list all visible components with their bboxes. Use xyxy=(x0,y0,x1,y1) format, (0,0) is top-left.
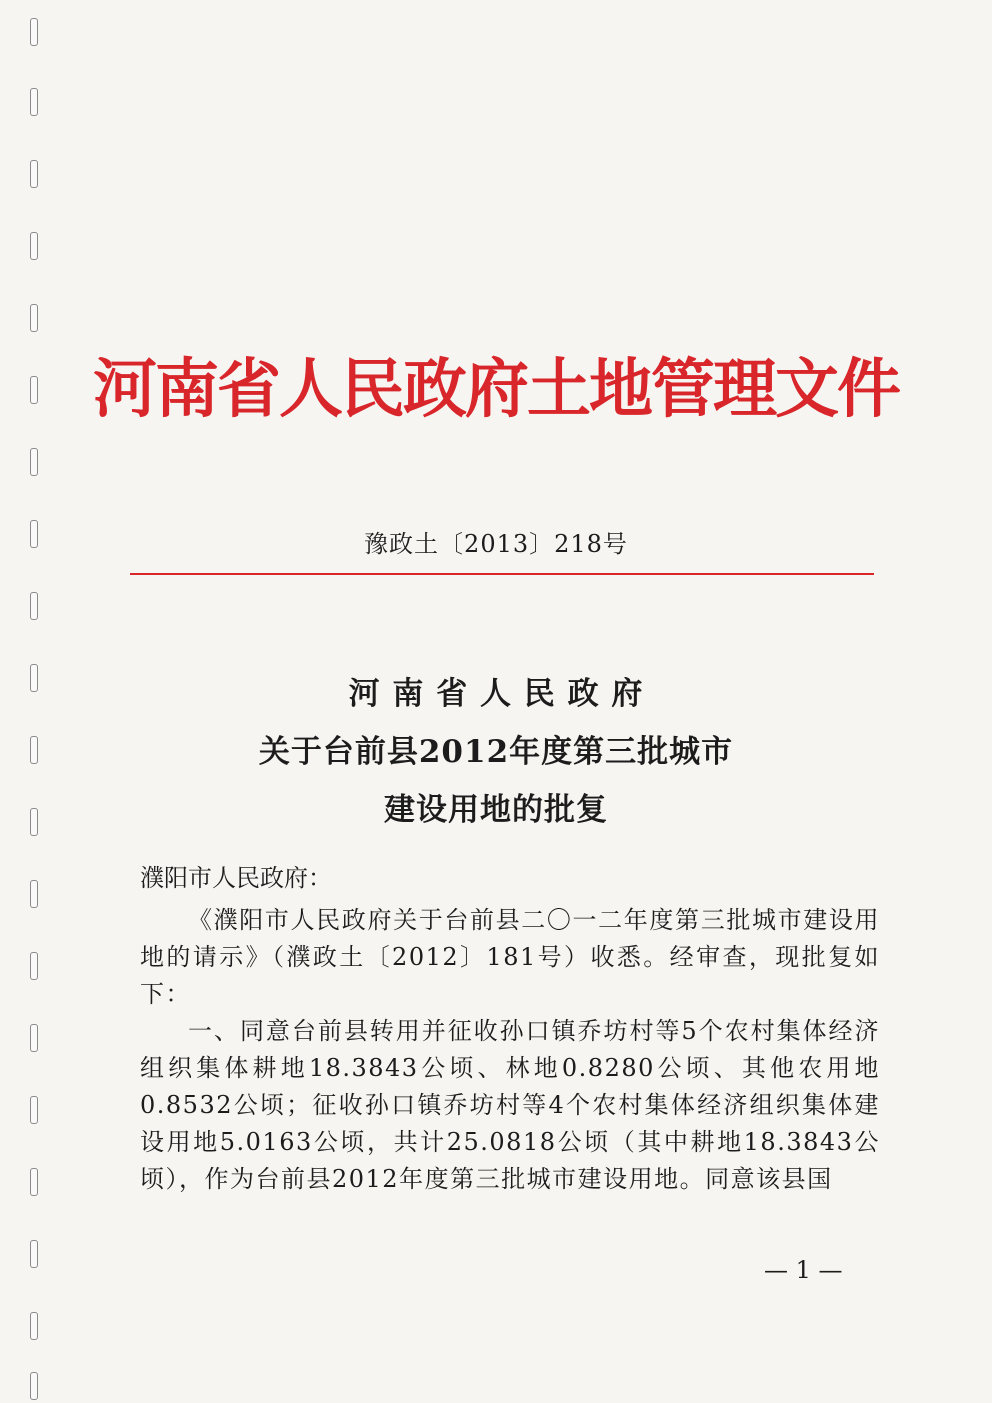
paragraph: 一、同意台前县转用并征收孙口镇乔坊村等5个农村集体经济组织集体耕地18.3843公顷、林地0.8280公顷、其他农用地0.8532公顷；征收孙口镇乔坊村等4个农村集体经济组织集体建设用地5.0163公顷，共计25.0818公顷（其中耕地18.3843公顷），作为台前县2012年度第三批城市建设用地。同意该县国 xyxy=(140,1017,880,1193)
binding-hole xyxy=(30,592,38,620)
binding-hole xyxy=(30,232,38,260)
subject-line-1: 河 南 省 人 民 政 府 xyxy=(348,676,644,712)
binding-hole xyxy=(30,448,38,476)
binding-hole xyxy=(30,1372,38,1400)
binding-hole xyxy=(30,1240,38,1268)
binding-hole xyxy=(30,1096,38,1124)
binding-hole xyxy=(30,304,38,332)
document-number: 豫政土〔2013〕218号 xyxy=(364,530,628,558)
paragraph: 《濮阳市人民政府关于台前县二〇一二年度第三批城市建设用地的请示》（濮政土〔2012〕181号）收悉。经审查，现批复如下： xyxy=(140,906,880,1008)
subject-line-3: 建设用地的批复 xyxy=(384,792,608,828)
document-header-title: 河南省人民政府土地管理文件 xyxy=(93,352,899,427)
binding-hole xyxy=(30,1168,38,1196)
binding-hole xyxy=(30,952,38,980)
binding-hole xyxy=(30,1024,38,1052)
binding-hole xyxy=(30,88,38,116)
red-divider-line xyxy=(130,573,874,575)
binding-hole xyxy=(30,880,38,908)
body-text xyxy=(140,902,880,1198)
page-number: — 1 — xyxy=(764,1256,843,1284)
binding-hole xyxy=(30,160,38,188)
binding-hole xyxy=(30,1312,38,1340)
subject-line-2: 关于台前县2012年度第三批城市 xyxy=(258,734,734,770)
binding-hole xyxy=(30,18,38,46)
addressee: 濮阳市人民政府： xyxy=(140,864,332,892)
